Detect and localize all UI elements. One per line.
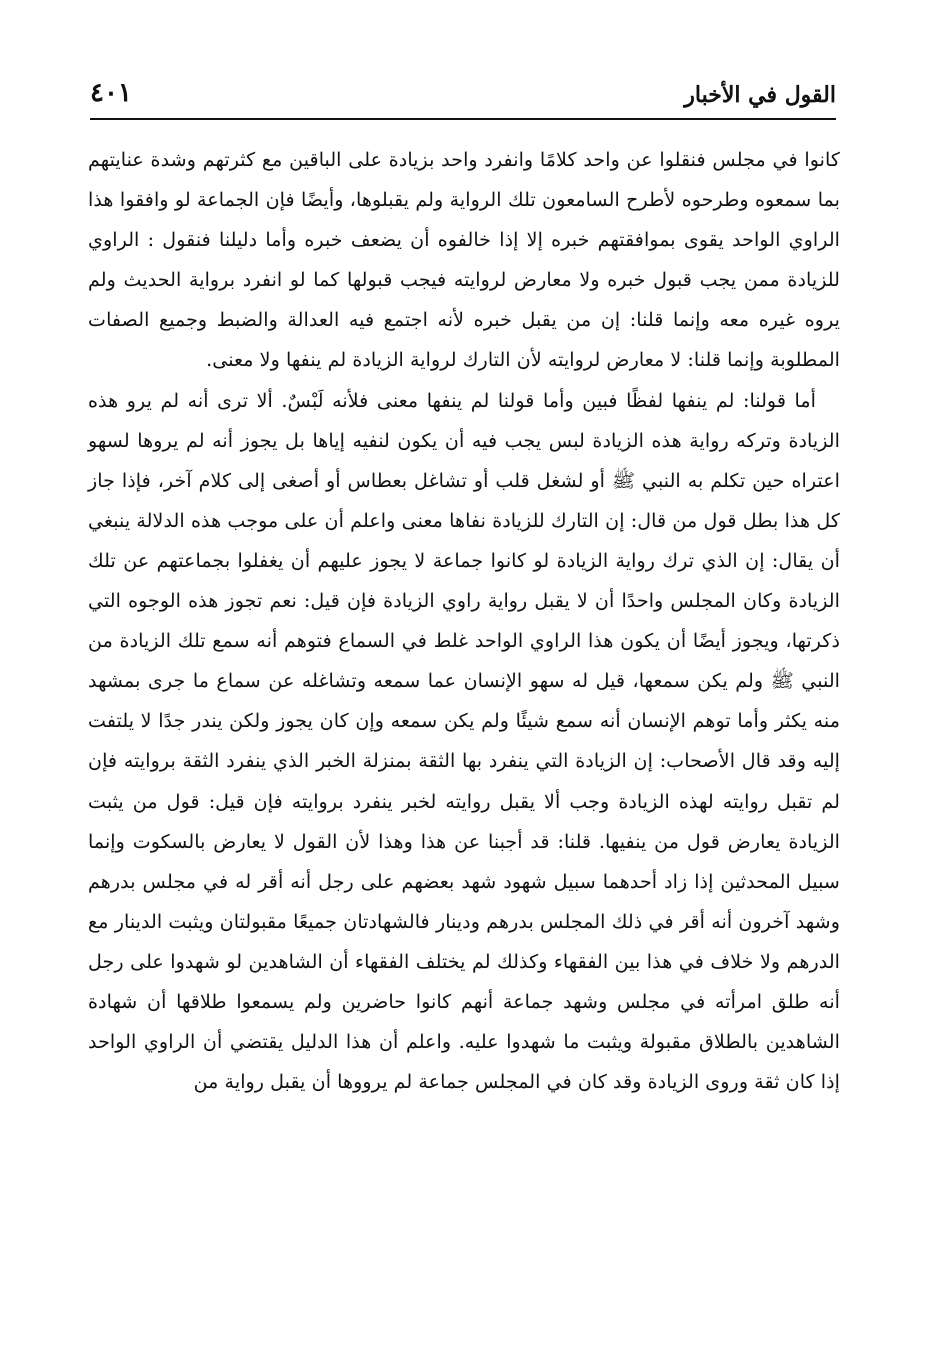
body-text xyxy=(88,140,840,1102)
paragraph-1: كانوا في مجلس فنقلوا عن واحد كلامًا وانفرد واحد بزيادة على الباقين مع كثرتهم وشدة عنايتهم بما سمعوه وطرحوه لأطرح السامعون تلك الرواية ولم يقبلوها، وأيضًا فإن الجماعة لو وافقوا هذا الراوي الواحد يقوى بموافقتهم خبره إلا إذا خالفوه أن يضعف خبره وأما دليلنا فنقول : الراوي للزيادة ممن يجب قبول خبره ولا معارض لروايته فيجب قبولها كما لو انفرد برواية الحديث ولم يروه غيره معه وإنما قلنا: إن من يقبل خبره لأنه اجتمع فيه العدالة والضبط وجميع الصفات المطلوبة وإنما قلنا: لا معارض لروايته لأن التارك لرواية الزيادة لم ينفها ولا معنى. xyxy=(88,148,841,372)
running-title: القول في الأخبار xyxy=(684,82,836,108)
header-rule xyxy=(90,118,836,120)
paragraph-2: أما قولنا: لم ينفها لفظًا فبين وأما قولنا لم ينفها معنى فلأنه لَبْسٌ. ألا ترى أنه لم يرو هذه الزيادة وتركه رواية هذه الزيادة لبس يجب فيه أن يكون لنفيه إياها بل يجوز أنه لم يروها لسهو اعتراه حين تكلم به النبي ﷺ أو لشغل قلب أو تشاغل بعطاس أو أصغى إلى كلام آخر، فإذا جاز كل هذا بطل قول من قال: إن التارك للزيادة نفاها معنى واعلم أن على موجب هذه الدلالة ينبغي أن يقال: إن الذي ترك رواية الزيادة لو كانوا جماعة لا يجوز عليهم أن يغفلوا بجماعتهم عن تلك الزيادة وكان المجلس واحدًا أن لا يقبل رواية راوي الزيادة فإن قيل: نعم تجوز هذه الوجوه التي ذكرتها، ويجوز أيضًا أن يكون هذا الراوي الواحد غلط في السماع فتوهم أنه سمع تلك الزيادة من النبي ﷺ ولم يكن سمعها، قيل له سهو الإنسان عما سمعه وتشاغله عن سماع ما جرى بمشهد منه يكثر وأما توهم الإنسان أنه سمع شيئًا ولم يكن سمعه وإن كان يجوز ولكن يندر جدًا لا يلتفت إليه وقد قال الأصحاب: إن الزيادة التي ينفرد بها الثقة بمنزلة الخبر الذي ينفرد الثقة بروايته فإن لم تقبل روايته لهذه الزيادة وجب ألا يقبل روايته لخبر ينفرد بروايته فإن قيل: قول من يثبت الزيادة يعارض قول من ينفيها. قلنا: قد أجبنا عن هذا وهذا لأن القول لا يعارض بالسكوت وإنما سبيل المحدثين إذا زاد أحدهما سبيل شهود شهد بعضهم على رجل أنه أقر له في مجلس بدرهم وشهد آخرون أنه أقر في ذلك المجلس بدرهم ودينار فالشهادتان جميعًا مقبولتان ويثبت الدينار مع الدرهم ولا خلاف في هذا بين الفقهاء وكذلك لم يختلف الفقهاء أن الشاهدين لو شهدوا على رجل أنه طلق امرأته في مجلس وشهد جماعة أنهم كانوا حاضرين ولم يسمعوا طلاقها أن شهادة الشاهدين بالطلاق مقبولة ويثبت ما شهدوا عليه. واعلم أن هذا الدليل يقتضي أن الراوي الواحد إذا كان ثقة وروى الزيادة وقد كان في المجلس جماعة لم يرووها أن يقبل رواية من xyxy=(88,388,840,1094)
page-number: ٤٠١ xyxy=(90,78,132,108)
page-header xyxy=(90,68,836,108)
